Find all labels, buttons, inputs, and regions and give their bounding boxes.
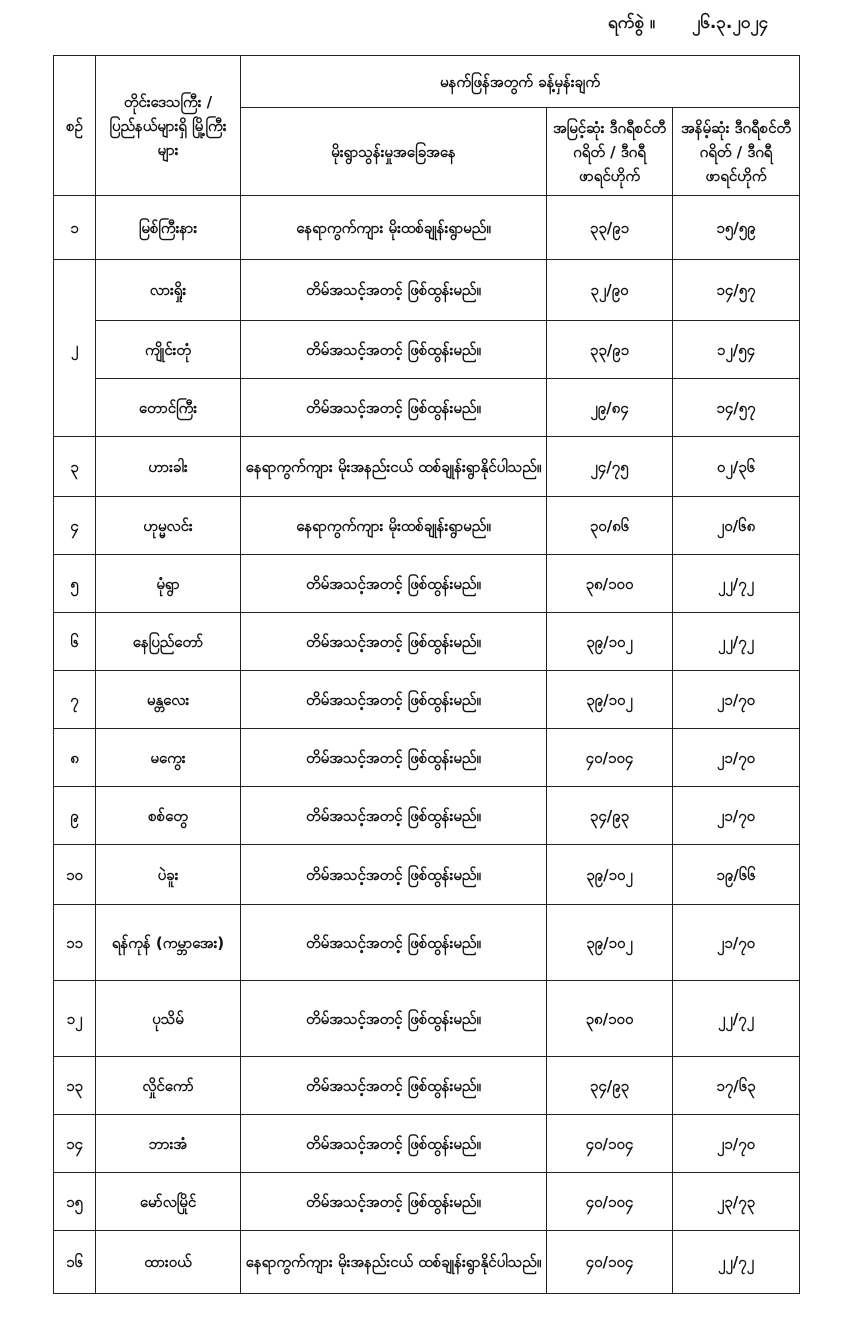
max-temperature: ၃၈/၁၀၀ xyxy=(547,981,673,1057)
row-number: ၆ xyxy=(54,613,96,671)
city-name: စစ်တွေ xyxy=(96,787,241,845)
table-row xyxy=(54,1115,800,1173)
min-temperature: ၂၂/၇၂ xyxy=(673,613,800,671)
table-body xyxy=(54,196,800,1294)
table-row xyxy=(54,1057,800,1115)
max-temperature: ၃၉/၁၀၂ xyxy=(547,671,673,729)
max-temperature: ၂၉/၈၄ xyxy=(547,379,673,437)
date-value: ၂၆.၃.၂၀၂၄ xyxy=(692,13,769,33)
max-temperature: ၃၄/၉၃ xyxy=(547,1057,673,1115)
min-temperature: ၀၂/၃၆ xyxy=(673,437,800,497)
rain-condition: တိမ်အသင့်အတင့် ဖြစ်ထွန်းမည်။ xyxy=(241,613,547,671)
city-name: နေပြည်တော် xyxy=(96,613,241,671)
table-row xyxy=(54,1231,800,1294)
max-temperature: ၄၀/၁၀၄ xyxy=(547,729,673,787)
table-row xyxy=(54,196,800,260)
max-temperature: ၃၉/၁၀၂ xyxy=(547,905,673,981)
rain-condition: တိမ်အသင့်အတင့် ဖြစ်ထွန်းမည်။ xyxy=(241,845,547,905)
city-name: မုံရွာ xyxy=(96,555,241,613)
table-row xyxy=(54,787,800,845)
table-row xyxy=(54,555,800,613)
rain-condition: နေရာကွက်ကျား မိုးထစ်ချုန်းရွာမည်။ xyxy=(241,196,547,260)
rain-condition: တိမ်အသင့်အတင့် ဖြစ်ထွန်းမည်။ xyxy=(241,671,547,729)
city-name: ဟုမ္မလင်း xyxy=(96,497,241,555)
forecast-table xyxy=(53,55,800,1294)
min-temperature: ၂၀/၆၈ xyxy=(673,497,800,555)
date-label: ရက်စွဲ ။ xyxy=(608,13,656,33)
city-name: ရန်ကုန် (ကမ္ဘာအေး) xyxy=(96,905,241,981)
max-temperature: ၃၃/၉၁ xyxy=(547,321,673,379)
report-date xyxy=(560,10,820,40)
row-number: ၅ xyxy=(54,555,96,613)
city-name: မော်လမြိုင် xyxy=(96,1173,241,1231)
row-number: ၉ xyxy=(54,787,96,845)
row-number: ၇ xyxy=(54,671,96,729)
min-temperature: ၂၂/၇၂ xyxy=(673,981,800,1057)
header-forecast-group: မနက်ဖြန်အတွက် ခန့်မှန်းချက် xyxy=(241,56,800,108)
rain-condition: တိမ်အသင့်အတင့် ဖြစ်ထွန်းမည်။ xyxy=(241,729,547,787)
min-temperature: ၁၉/၆၆ xyxy=(673,845,800,905)
row-number: ၁၂ xyxy=(54,981,96,1057)
header-min-temp: အနိမ့်ဆုံး ဒီဂရီစင်တီဂရိတ် / ဒီဂရီဖာရင်ဟိုက် xyxy=(673,108,800,196)
min-temperature: ၂၁/၇၀ xyxy=(673,787,800,845)
rain-condition: တိမ်အသင့်အတင့် ဖြစ်ထွန်းမည်။ xyxy=(241,905,547,981)
min-temperature: ၂၁/၇၀ xyxy=(673,1115,800,1173)
city-name: ကျိုင်းတုံ xyxy=(96,321,241,379)
rain-condition: တိမ်အသင့်အတင့် ဖြစ်ထွန်းမည်။ xyxy=(241,1173,547,1231)
table-row xyxy=(54,981,800,1057)
table-row xyxy=(54,379,800,437)
header-region: တိုင်းဒေသကြီး / ပြည်နယ်များရှိ မြို့ကြီးများ xyxy=(96,56,241,196)
table-row xyxy=(54,437,800,497)
row-number: ၁၄ xyxy=(54,1115,96,1173)
row-number: ၁၅ xyxy=(54,1173,96,1231)
row-number: ၂ xyxy=(54,260,96,437)
min-temperature: ၂၁/၇၀ xyxy=(673,729,800,787)
rain-condition: တိမ်အသင့်အတင့် ဖြစ်ထွန်းမည်။ xyxy=(241,379,547,437)
table-row xyxy=(54,613,800,671)
rain-condition: နေရာကွက်ကျား မိုးအနည်းငယ် ထစ်ချုန်းရွာနိုင်ပါသည်။ xyxy=(241,437,547,497)
table-row xyxy=(54,845,800,905)
table-row xyxy=(54,321,800,379)
rain-condition: တိမ်အသင့်အတင့် ဖြစ်ထွန်းမည်။ xyxy=(241,555,547,613)
table-row xyxy=(54,729,800,787)
table-row xyxy=(54,905,800,981)
max-temperature: ၃၃/၉၁ xyxy=(547,196,673,260)
table-row xyxy=(54,497,800,555)
city-name: ထားဝယ် xyxy=(96,1231,241,1294)
city-name: လှိုင်ကော် xyxy=(96,1057,241,1115)
max-temperature: ၂၄/၇၅ xyxy=(547,437,673,497)
row-number: ၄ xyxy=(54,497,96,555)
city-name: ပုသိမ် xyxy=(96,981,241,1057)
row-number: ၁၁ xyxy=(54,905,96,981)
max-temperature: ၄၀/၁၀၄ xyxy=(547,1231,673,1294)
min-temperature: ၂၃/၇၃ xyxy=(673,1173,800,1231)
city-name: မကွေး xyxy=(96,729,241,787)
city-name: ဘားအံ xyxy=(96,1115,241,1173)
header-no: စဉ် xyxy=(54,56,96,196)
min-temperature: ၂၂/၇၂ xyxy=(673,555,800,613)
row-number: ၁ xyxy=(54,196,96,260)
min-temperature: ၁၅/၅၉ xyxy=(673,196,800,260)
city-name: ပဲခူး xyxy=(96,845,241,905)
min-temperature: ၁၄/၅၇ xyxy=(673,379,800,437)
city-name: မန္တလေး xyxy=(96,671,241,729)
max-temperature: ၄၀/၁၀၄ xyxy=(547,1173,673,1231)
rain-condition: တိမ်အသင့်အတင့် ဖြစ်ထွန်းမည်။ xyxy=(241,321,547,379)
header-max-temp: အမြင့်ဆုံး ဒီဂရီစင်တီဂရိတ် / ဒီဂရီဖာရင်ဟိုက် xyxy=(547,108,673,196)
min-temperature: ၁၂/၅၄ xyxy=(673,321,800,379)
row-number: ၁၃ xyxy=(54,1057,96,1115)
rain-condition: တိမ်အသင့်အတင့် ဖြစ်ထွန်းမည်။ xyxy=(241,981,547,1057)
max-temperature: ၄၀/၁၀၄ xyxy=(547,1115,673,1173)
row-number: ၁၀ xyxy=(54,845,96,905)
city-name: တောင်ကြီး xyxy=(96,379,241,437)
rain-condition: တိမ်အသင့်အတင့် ဖြစ်ထွန်းမည်။ xyxy=(241,1115,547,1173)
max-temperature: ၃၂/၉၀ xyxy=(547,260,673,321)
rain-condition: တိမ်အသင့်အတင့် ဖြစ်ထွန်းမည်။ xyxy=(241,260,547,321)
min-temperature: ၂၁/၇၀ xyxy=(673,905,800,981)
min-temperature: ၂၁/၇၀ xyxy=(673,671,800,729)
table-header xyxy=(54,56,800,196)
min-temperature: ၁၄/၅၇ xyxy=(673,260,800,321)
table-row xyxy=(54,671,800,729)
max-temperature: ၃၉/၁၀၂ xyxy=(547,845,673,905)
rain-condition: နေရာကွက်ကျား မိုးထစ်ချုန်းရွာမည်။ xyxy=(241,497,547,555)
max-temperature: ၃၀/၈၆ xyxy=(547,497,673,555)
row-number: ၈ xyxy=(54,729,96,787)
city-name: မြစ်ကြီးနား xyxy=(96,196,241,260)
row-number: ၁၆ xyxy=(54,1231,96,1294)
city-name: ဟားခါး xyxy=(96,437,241,497)
row-number: ၃ xyxy=(54,437,96,497)
min-temperature: ၁၇/၆၃ xyxy=(673,1057,800,1115)
max-temperature: ၃၄/၉၃ xyxy=(547,787,673,845)
min-temperature: ၂၂/၇၂ xyxy=(673,1231,800,1294)
table-row xyxy=(54,1173,800,1231)
max-temperature: ၃၉/၁၀၂ xyxy=(547,613,673,671)
header-condition: မိုးရွာသွန်းမှုအခြေအနေ xyxy=(241,108,547,196)
city-name: လားရှိုး xyxy=(96,260,241,321)
rain-condition: နေရာကွက်ကျား မိုးအနည်းငယ် ထစ်ချုန်းရွာနိုင်ပါသည်။ xyxy=(241,1231,547,1294)
rain-condition: တိမ်အသင့်အတင့် ဖြစ်ထွန်းမည်။ xyxy=(241,787,547,845)
table-row xyxy=(54,260,800,321)
rain-condition: တိမ်အသင့်အတင့် ဖြစ်ထွန်းမည်။ xyxy=(241,1057,547,1115)
max-temperature: ၃၈/၁၀၀ xyxy=(547,555,673,613)
